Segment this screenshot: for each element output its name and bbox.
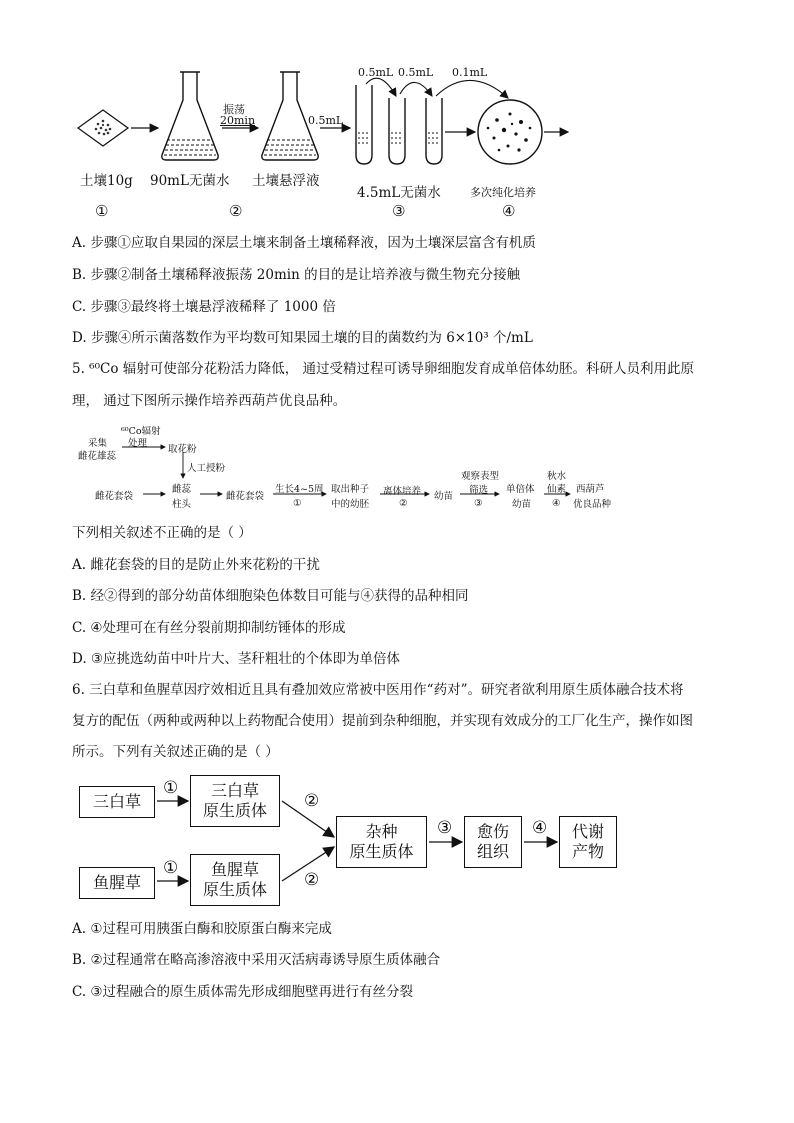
q4-option-a: A. 步骤①应取自果园的深层土壤来制备土壤稀释液，因为土壤深层富含有机质 [72, 235, 536, 251]
hybrid-top: 杂种 [365, 822, 398, 841]
q5-question: 下列相关叙述不正确的是（ ） [72, 525, 252, 541]
box-hybrid-protoplast [336, 816, 427, 868]
proto2-bottom: 原生质体 [202, 880, 267, 899]
q6-stem-line2: 复方的配伍（两种或两种以上药物配合使用）提前到杂种细胞，并实现有效成分的工厂化生产，操作如图 [72, 713, 693, 729]
q6-step-1a: ① [163, 778, 179, 798]
label-co-radiation: ⁶⁰Co辐射 [121, 426, 161, 437]
q6-step-3: ③ [437, 818, 453, 838]
arrow-label-shake: 振荡 [223, 103, 245, 116]
product-top: 代谢 [571, 822, 604, 841]
caption-sterile-water: 90mL无菌水 [150, 173, 230, 189]
proto1-top: 三白草 [210, 781, 259, 800]
label-variety-top: 西葫芦 [576, 484, 605, 495]
proto1-bottom: 原生质体 [202, 801, 267, 820]
top-volume-label-2: 0.5mL [398, 66, 434, 79]
caption-culture: 多次纯化培养 [470, 186, 536, 199]
label-step-4: ④ [552, 498, 561, 509]
q4-option-c: C. 步骤③最终将土壤悬浮液稀释了 1000 倍 [72, 299, 336, 315]
step-4-label: ④ [502, 202, 516, 220]
label-embryo-top: 取出种子 [331, 484, 370, 495]
step-3-label: ③ [392, 202, 406, 220]
label-pollinate: 人工授粉 [187, 463, 226, 474]
petri-dish-icon [478, 100, 542, 164]
label-co-treatment: 处理 [128, 438, 148, 449]
box-sanbaicao [79, 786, 155, 818]
label-step-3: ③ [474, 498, 483, 509]
q6-step-2a: ② [304, 791, 320, 811]
arrow-label-transfer: 0.5mL [308, 114, 344, 127]
top-volume-label-3: 0.1mL [452, 66, 488, 79]
q5-option-b: B. 经②得到的部分幼苗体细胞染色体数目可能与④获得的品种相同 [72, 588, 469, 604]
callus-top: 愈伤 [476, 822, 509, 841]
label-observe: 观察表型 [461, 471, 500, 482]
box-sanbaicao-protoplast [190, 775, 280, 827]
label-embryo-bottom: 中的幼胚 [331, 499, 370, 510]
flask-sterile-water-icon [162, 72, 218, 160]
q5-option-a: A. 雌花套袋的目的是防止外来花粉的干扰 [72, 557, 320, 573]
q6-step-2b: ② [304, 870, 320, 890]
q4-option-d: D. 步骤④所示菌落数作为平均数可知果园土壤的目的菌数约为 6×10³ 个/mL [72, 330, 533, 346]
label-pistil-top: 雌蕊 [172, 484, 192, 495]
q6-option-a: A. ①过程可用胰蛋白酶和胶原蛋白酶来完成 [72, 921, 332, 937]
q6-step-4: ④ [532, 818, 548, 838]
caption-tubes: 4.5mL无菌水 [357, 185, 441, 201]
step-2-label: ② [229, 202, 243, 220]
figure-protoplast-fusion [0, 770, 794, 910]
label-culture: 离体培养 [383, 486, 422, 497]
label-stamen: 雌花雄蕊 [78, 451, 117, 462]
callus-bottom: 组织 [476, 842, 509, 861]
q5-stem-line1: 5. ⁶⁰Co 辐射可使部分花粉活力降低， 通过受精过程可诱导卵细胞发育成单倍体幼胚。科研人员利用此原 [72, 361, 695, 377]
label-colchicine-top: 秋水 [547, 471, 567, 482]
box-sanbaicao-label: 三白草 [92, 792, 141, 811]
q6-option-b: B. ②过程通常在略高渗溶液中采用灭活病毒诱导原生质体融合 [72, 952, 441, 968]
label-step-1: ① [293, 498, 302, 509]
top-volume-label-1: 0.5mL [358, 66, 394, 79]
figure-zucchini-breeding [0, 420, 794, 515]
label-colchicine-bottom: 仙素 [547, 484, 567, 495]
label-variety-bottom: 优良品种 [573, 499, 612, 510]
label-pistil-bottom: 柱头 [172, 499, 192, 510]
box-yuxingcao [79, 867, 155, 899]
arrow-label-time: 20min [220, 114, 256, 127]
soil-sample-icon [78, 110, 128, 146]
label-seedling: 幼苗 [434, 491, 454, 502]
figure-soil-dilution [0, 0, 794, 225]
q6-stem-line1: 6. 三白草和鱼腥草因疗效相近且具有叠加效应常被中医用作“药对”。研究者欲利用原生质体融合技术将 [72, 682, 684, 698]
product-bottom: 产物 [571, 842, 604, 861]
q6-stem-line3: 所示。下列有关叙述正确的是（ ） [72, 744, 279, 760]
caption-soil: 土壤10g [80, 173, 133, 189]
label-female-bag-2: 雌花套袋 [226, 491, 265, 502]
q6-step-1b: ① [163, 858, 179, 878]
caption-suspension: 土壤悬浮液 [252, 173, 320, 189]
box-yuxingcao-label: 鱼腥草 [92, 873, 141, 892]
label-haploid-top: 单倍体 [506, 484, 535, 495]
label-female-bag: 雌花套袋 [95, 491, 134, 502]
box-metabolites [559, 816, 617, 868]
q4-option-b: B. 步骤②制备土壤稀释液振荡 20min 的目的是让培养液与微生物充分接触 [72, 267, 521, 283]
label-pollen: 取花粉 [168, 444, 197, 455]
label-screen: 筛选 [469, 485, 489, 496]
q6-option-c: C. ③过程融合的原生质体需先形成细胞壁再进行有丝分裂 [72, 984, 414, 1000]
hybrid-bottom: 原生质体 [349, 842, 414, 861]
box-callus [464, 816, 522, 868]
q5-option-d: D. ③应挑选幼苗中叶片大、茎秆粗壮的个体即为单倍体 [72, 651, 401, 667]
step-1-label: ① [95, 202, 109, 220]
proto2-top: 鱼腥草 [210, 860, 259, 879]
label-haploid-bottom: 幼苗 [512, 499, 532, 510]
q5-stem-line2: 理， 通过下图所示操作培养西葫芦优良品种。 [72, 393, 347, 409]
label-grow: 生长4~5周 [275, 484, 324, 495]
q5-option-c: C. ④处理可在有丝分裂前期抑制纺锤体的形成 [72, 620, 346, 636]
label-collect: 采集 [88, 438, 108, 449]
box-yuxingcao-protoplast [190, 854, 280, 906]
label-step-2: ② [399, 498, 408, 509]
